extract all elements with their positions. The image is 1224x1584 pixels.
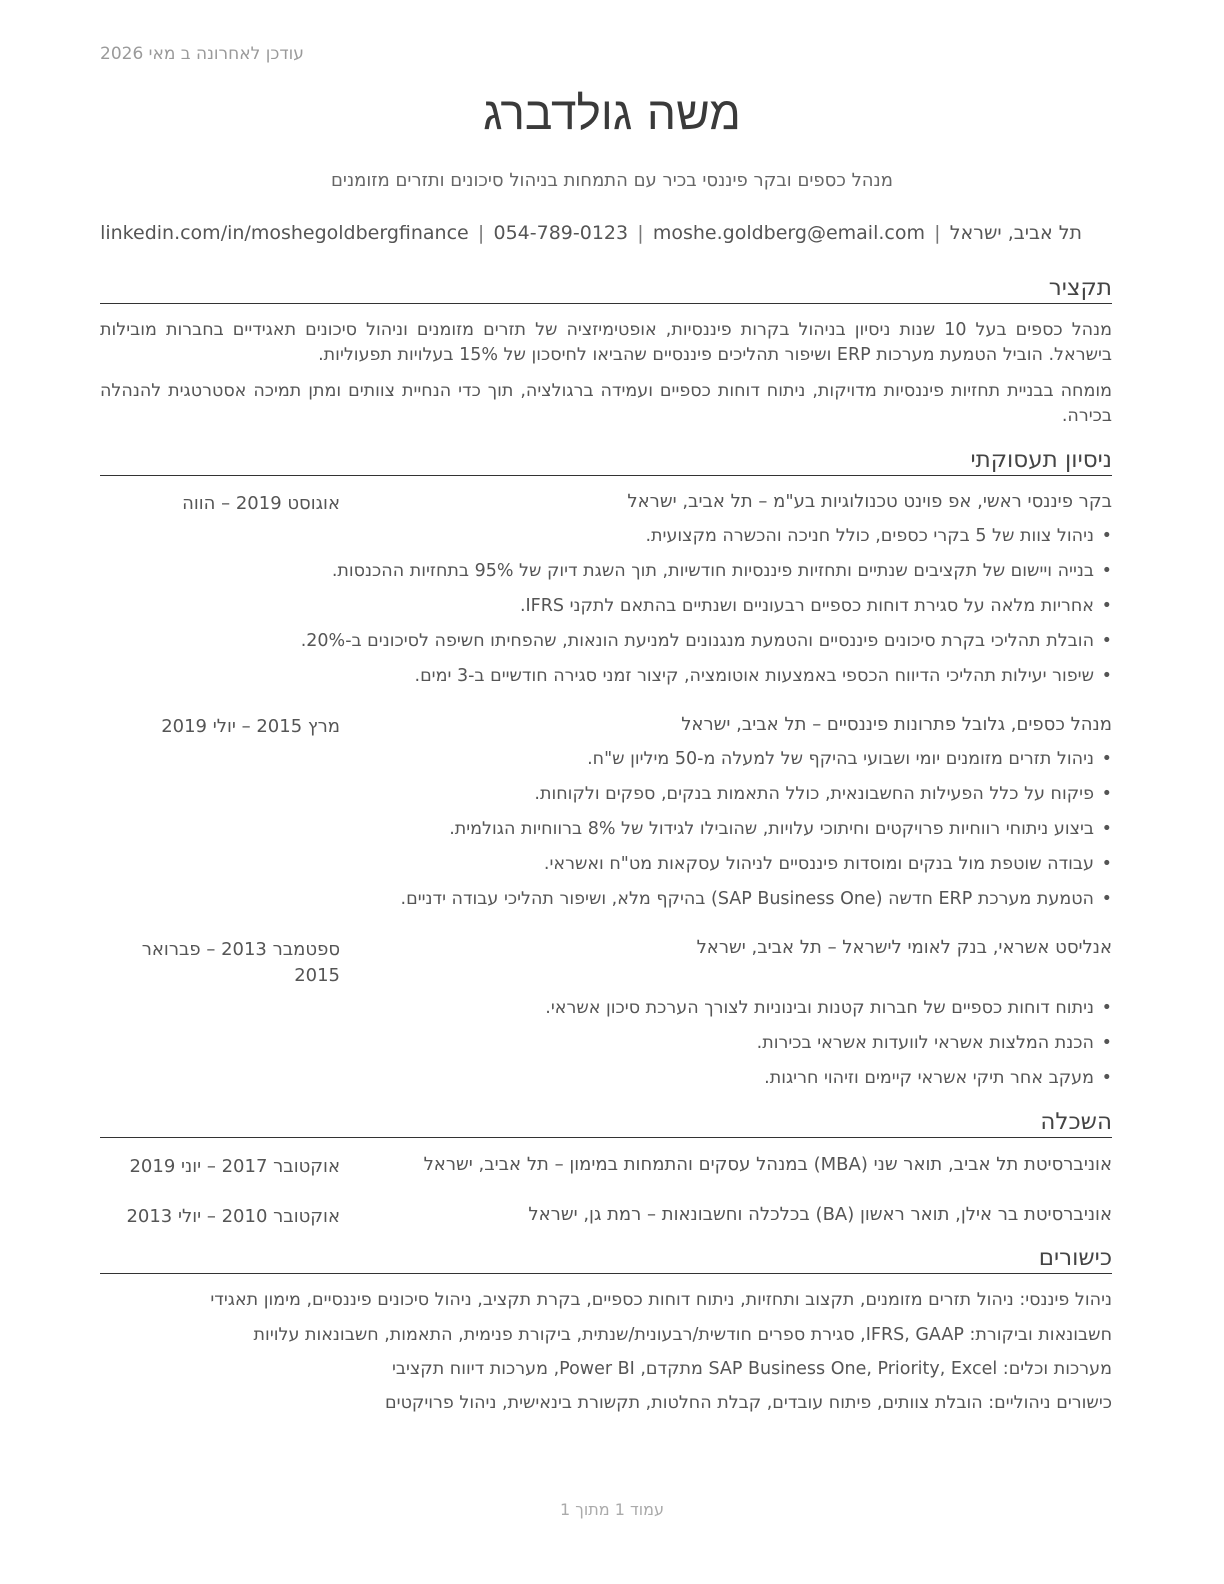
job-bullet: • עבודה שוטפת מול בנקים ומוסדות פיננסיים לניהול עסקאות מט"ח ואשראי. bbox=[100, 851, 1112, 886]
job-title: אנליסט אשראי, בנק לאומי לישראל – תל אביב, ישראל bbox=[696, 937, 1112, 958]
section-title-experience: ניסיון תעסוקתי bbox=[100, 447, 1112, 476]
job-bullet: • הכנת המלצות אשראי לוועדות אשראי בכירות. bbox=[100, 1030, 1112, 1065]
contact-linkedin[interactable]: linkedin.com/in/moshegoldbergfinance bbox=[100, 222, 469, 244]
education-date: אוקטובר 2017 – יוני 2019 bbox=[129, 1156, 340, 1177]
section-title-skills: כישורים bbox=[100, 1245, 1112, 1274]
contact-separator: | bbox=[637, 222, 644, 244]
job-date: ספטמבר 2013 – פברואר 2015 bbox=[141, 939, 340, 986]
job-entry bbox=[100, 491, 1112, 691]
job-bullets bbox=[100, 995, 1112, 1100]
job-bullet: • אחריות מלאה על סגירת דוחות כספיים רבעוניים ושנתיים בהתאם לתקני IFRS. bbox=[100, 593, 1112, 628]
education-date: אוקטובר 2010 – יולי 2013 bbox=[126, 1206, 340, 1227]
contact-location: תל אביב, ישראל bbox=[949, 222, 1082, 244]
education-entry bbox=[100, 1204, 1112, 1234]
section-title-education: השכלה bbox=[100, 1109, 1112, 1138]
job-bullet: • שיפור יעילות תהליכי הדיווח הכספי באמצעות אוטומציה, קיצור זמני סגירה חודשיים ב-3 ימים. bbox=[100, 663, 1112, 698]
job-date: מרץ 2015 – יולי 2019 bbox=[161, 716, 340, 737]
job-title: בקר פיננסי ראשי, אפ פוינט טכנולוגיות בע"מ – תל אביב, ישראל bbox=[627, 491, 1112, 512]
contact-line bbox=[100, 222, 1082, 244]
job-bullet: • ביצוע ניתוחי רווחיות פרויקטים וחיתוכי עלויות, שהובילו לגידול של 8% ברווחיות הגולמית. bbox=[100, 816, 1112, 851]
summary-paragraph: מנהל כספים בעל 10 שנות ניסיון בניהול בקרות פיננסיות, אופטימיזציה של תזרים מזומנים וניהול סיכונים תאגידיים בחברות מובילות בישראל. הוביל הטמעת מערכות ERP ושיפור תהליכים פיננסיים שהביאו לחיסכון של 15% בעלויות תפעוליות. bbox=[100, 320, 1113, 365]
job-bullets bbox=[100, 746, 1112, 921]
job-bullet: • ניתוח דוחות כספיים של חברות קטנות ובינוניות לצורך הערכת סיכון אשראי. bbox=[100, 995, 1112, 1030]
job-bullets bbox=[100, 523, 1112, 698]
skill-line: כישורים ניהוליים: הובלת צוותים, פיתוח עובדים, קבלת החלטות, תקשורת בינאישית, ניהול פרויקטים bbox=[385, 1393, 1112, 1413]
contact-phone[interactable]: 054-789-0123 bbox=[493, 222, 629, 244]
professional-headline: מנהל כספים ובקר פיננסי בכיר עם התמחות בניהול סיכונים ותזרים מזומנים bbox=[330, 170, 893, 191]
job-entry bbox=[100, 937, 1112, 1097]
candidate-name: משה גולדברג bbox=[483, 86, 741, 140]
job-bullet: • ניהול צוות של 5 בקרי כספים, כולל חניכה והכשרה מקצועית. bbox=[100, 523, 1112, 558]
job-date: אוגוסט 2019 – הווה bbox=[182, 493, 340, 514]
page-number: עמוד 1 מתוך 1 bbox=[560, 1500, 664, 1519]
contact-separator: | bbox=[477, 222, 485, 244]
contact-email[interactable]: moshe.goldberg@email.com bbox=[652, 222, 925, 244]
education-entry bbox=[100, 1154, 1112, 1184]
job-bullet: • פיקוח על כלל הפעילות החשבונאית, כולל התאמות בנקים, ספקים ולקוחות. bbox=[100, 781, 1112, 816]
job-bullet: • הטמעת מערכת ERP חדשה (SAP Business One) בהיקף מלא, ושיפור תהליכי עבודה ידניים. bbox=[100, 886, 1112, 921]
contact-separator: | bbox=[934, 222, 941, 244]
skill-line: מערכות וכלים: SAP Business One, Priority, Excel מתקדם, Power BI, מערכות דיווח תקציבי bbox=[391, 1359, 1112, 1379]
job-entry bbox=[100, 714, 1112, 914]
skill-line: ניהול פיננסי: ניהול תזרים מזומנים, תקצוב ותחזיות, ניתוח דוחות כספיים, בקרת תקציב, ניהול סיכונים פיננסיים, מימון תאגידי bbox=[210, 1290, 1112, 1310]
last-updated: עודכן לאחרונה ב מאי 2026 bbox=[100, 44, 304, 64]
job-bullet: • מעקב אחר תיקי אשראי קיימים וזיהוי חריגות. bbox=[100, 1065, 1112, 1100]
job-bullet: • בנייה ויישום של תקציבים שנתיים ותחזיות פיננסיות חודשיות, תוך השגת דיוק של 95% בתחזיות ההכנסות. bbox=[100, 558, 1112, 593]
section-title-summary: תקציר bbox=[100, 275, 1112, 304]
job-bullet: • הובלת תהליכי בקרת סיכונים פיננסיים והטמעת מנגנונים למניעת הונאות, שהפחיתו חשיפה לסיכונים ב-20%. bbox=[100, 628, 1112, 663]
summary-paragraph: מומחה בבניית תחזיות פיננסיות מדויקות, ניתוח דוחות כספיים ועמידה ברגולציה, תוך כדי הנחיית צוותים ומתן תמיכה אסטרטגית להנהלה בכירה. bbox=[100, 381, 1112, 426]
job-title: מנהל כספים, גלובל פתרונות פיננסיים – תל אביב, ישראל bbox=[681, 714, 1112, 735]
education-title: אוניברסיטת תל אביב, תואר שני (MBA) במנהל עסקים והתמחות במימון – תל אביב, ישראל bbox=[423, 1154, 1112, 1175]
education-title: אוניברסיטת בר אילן, תואר ראשון (BA) בכלכלה וחשבונאות – רמת גן, ישראל bbox=[528, 1204, 1112, 1225]
skill-line: חשבונאות וביקורת: IFRS, GAAP, סגירת ספרים חודשית/רבעונית/שנתית, ביקורת פנימית, התאמות, חשבונאות עלויות bbox=[253, 1325, 1112, 1345]
job-bullet: • ניהול תזרים מזומנים יומי ושבועי בהיקף של למעלה מ-50 מיליון ש"ח. bbox=[100, 746, 1112, 781]
